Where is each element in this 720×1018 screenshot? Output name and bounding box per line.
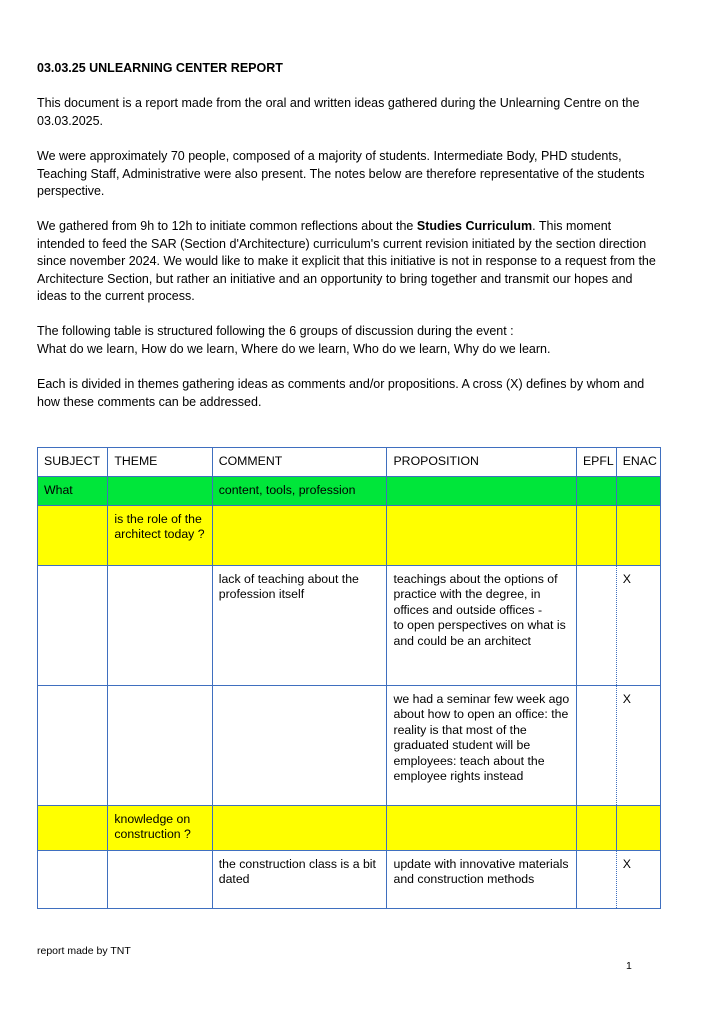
row-comment: the construction class is a bit dated — [212, 851, 387, 909]
header-subject: SUBJECT — [38, 448, 108, 477]
table-header-row — [38, 448, 661, 477]
theme-epfl-empty — [576, 806, 616, 851]
theme-proposition-empty — [387, 806, 577, 851]
proposition-part-b: to open perspectives on what is and could be an architect — [393, 618, 566, 648]
row-enac-mark: X — [616, 566, 660, 686]
header-comment: COMMENT — [212, 448, 387, 477]
report-credit: report made by TNT — [37, 945, 131, 957]
purpose-text-start: We gathered from 9h to 12h to initiate common reflections about the — [37, 219, 417, 233]
intro-paragraph: This document is a report made from the oral and written ideas gathered during the Unlearning Centre on the 03.03.2025. — [37, 96, 640, 128]
section-row-what — [38, 477, 661, 506]
theme-row — [38, 506, 661, 566]
row-comment: lack of teaching about the profession itself — [212, 566, 387, 686]
studies-curriculum-emphasis: Studies Curriculum — [416, 219, 533, 233]
report-table — [37, 447, 661, 909]
row-subject-empty — [38, 686, 108, 806]
row-proposition: update with innovative materials and construction methods — [387, 851, 577, 909]
theme-subject-empty — [38, 506, 108, 566]
theme-comment-empty — [212, 506, 387, 566]
row-proposition: we had a seminar few week ago about how to open an office: the reality is that most of the graduated student will be employees: teach about the employee rights instead — [387, 686, 577, 806]
header-proposition: PROPOSITION — [387, 448, 577, 477]
row-epfl-empty — [576, 566, 616, 686]
row-epfl-empty — [576, 851, 616, 909]
row-enac-mark: X — [616, 686, 660, 806]
row-enac-mark: X — [616, 851, 660, 909]
row-proposition — [387, 566, 577, 686]
theme-comment-empty — [212, 806, 387, 851]
report-title: 03.03.25 UNLEARNING CENTER REPORT — [37, 61, 283, 75]
row-comment-empty — [212, 686, 387, 806]
structure-line-2: What do we learn, How do we learn, Where do we learn, Who do we learn, Why do we learn. — [37, 341, 551, 356]
structure-paragraph — [37, 323, 657, 358]
theme-proposition-empty — [387, 506, 577, 566]
header-enac: ENAC — [616, 448, 660, 477]
table-row — [38, 686, 661, 806]
table-row — [38, 566, 661, 686]
row-theme-empty — [108, 686, 212, 806]
proposition-part-a: teachings about the options of practice with the degree, in offices and outside offices - — [393, 572, 558, 617]
row-theme-empty — [108, 566, 212, 686]
row-subject-empty — [38, 851, 108, 909]
row-subject-empty — [38, 566, 108, 686]
section-subject: What — [38, 477, 108, 506]
section-theme-empty — [108, 477, 212, 506]
row-epfl-empty — [576, 686, 616, 806]
section-comment: content, tools, profession — [212, 477, 387, 506]
header-theme: THEME — [108, 448, 212, 477]
structure-line-1: The following table is structured following the 6 groups of discussion during the event : — [37, 324, 514, 338]
theme-label: is the role of the architect today ? — [108, 506, 212, 566]
theme-enac-empty — [616, 506, 660, 566]
theme-row — [38, 806, 661, 851]
section-proposition-empty — [387, 477, 577, 506]
theme-epfl-empty — [576, 506, 616, 566]
legend-paragraph: Each is divided in themes gathering ideas as comments and/or propositions. A cross (X) defines by whom and how these comments can be addressed. — [37, 377, 645, 409]
row-theme-empty — [108, 851, 212, 909]
section-enac-empty — [616, 477, 660, 506]
purpose-text-end: . This moment intended to feed the SAR (Section d'Architecture) curriculum's current revision initiated by the section direction since november 2024. We would like to make it explicit that this initiative is not in response to a request from the Architecture Section, but rather an initiative and an opportunity to bring together and transmit our hopes and ideas to the current process. — [37, 219, 656, 304]
section-epfl-empty — [576, 477, 616, 506]
theme-label: knowledge on construction ? — [108, 806, 212, 851]
page-number: 1 — [626, 960, 632, 972]
theme-subject-empty — [38, 806, 108, 851]
purpose-paragraph — [37, 218, 657, 306]
attendance-paragraph: We were approximately 70 people, composed of a majority of students. Intermediate Body, PHD students, Teaching Staff, Administrative were also present. The notes below are therefore representative of the students perspective. — [37, 149, 645, 199]
table-row — [38, 851, 661, 909]
theme-enac-empty — [616, 806, 660, 851]
header-epfl: EPFL — [576, 448, 616, 477]
